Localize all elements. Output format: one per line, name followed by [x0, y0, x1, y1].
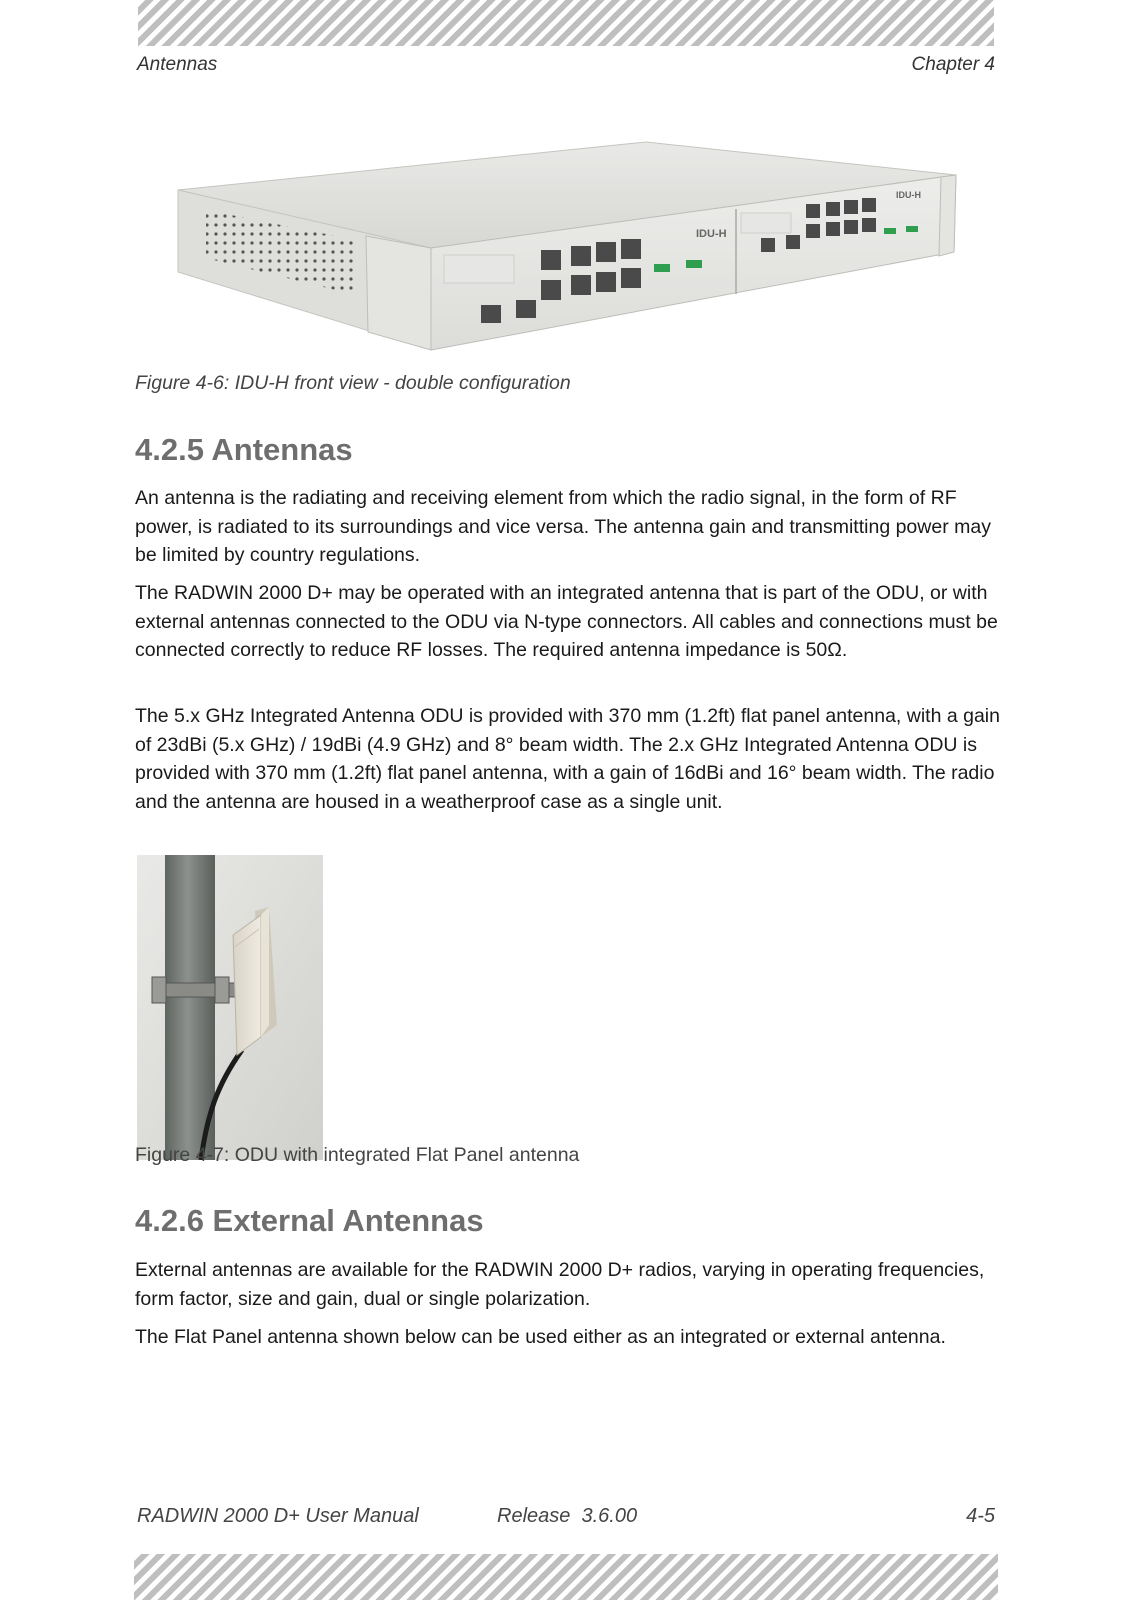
header-chapter: Chapter 4 — [911, 54, 995, 75]
footer-page-number: 4-5 — [966, 1505, 995, 1527]
idu-h-label-1: IDU-H — [696, 228, 727, 240]
footer-manual-title: RADWIN 2000 D+ User Manual — [137, 1505, 419, 1527]
antennas-paragraph-2: The RADWIN 2000 D+ may be operated with an integrated antenna that is part of the ODU, or with external antennas connected to the ODU via N-type connectors. All cables and connections must be connected correctly to reduce RF losses. The required antenna impedance is 50Ω. — [135, 582, 998, 661]
figure-4-7-caption: Figure 4-7: ODU with integrated Flat Panel antenna — [135, 1144, 580, 1166]
idu-h-device-image — [176, 140, 976, 370]
footer-release: Release 3.6.00 — [497, 1505, 638, 1527]
external-antennas-paragraph-1: External antennas are available for the RADWIN 2000 D+ radios, varying in operating frequencies, form factor, size and gain, dual or single polarization. — [135, 1259, 985, 1310]
header-section-title: Antennas — [137, 54, 218, 75]
antennas-paragraph-3: The 5.x GHz Integrated Antenna ODU is provided with 370 mm (1.2ft) flat panel antenna, with a gain of 23dBi (5.x GHz) / 19dBi (4.9 GHz) and 8° beam width. The 2.x GHz Integrated Antenna ODU is provided with 370 mm (1.2ft) flat panel antenna, with a gain of 16dBi and 16° beam width. The radio and the antenna are housed in a weatherproof case as a single unit. — [135, 705, 1000, 813]
running-header — [137, 54, 995, 76]
section-4-2-6-heading: 4.2.6 External Antennas — [135, 1203, 484, 1238]
section-4-2-5-heading: 4.2.5 Antennas — [135, 432, 353, 467]
figure-4-6-caption: Figure 4-6: IDU-H front view - double configuration — [135, 372, 571, 394]
idu-h-label-2: IDU-H — [896, 190, 921, 200]
header-hatch-band — [138, 0, 994, 46]
odu-flat-panel-image — [137, 855, 323, 1160]
footer-hatch-band — [134, 1554, 998, 1600]
external-antennas-paragraph-2: The Flat Panel antenna shown below can be used either as an integrated or external antenna. — [135, 1326, 946, 1348]
antennas-paragraph-1: An antenna is the radiating and receiving element from which the radio signal, in the form of RF power, is radiated to its surroundings and vice versa. The antenna gain and transmitting power may be limited by country regulations. — [135, 487, 991, 566]
